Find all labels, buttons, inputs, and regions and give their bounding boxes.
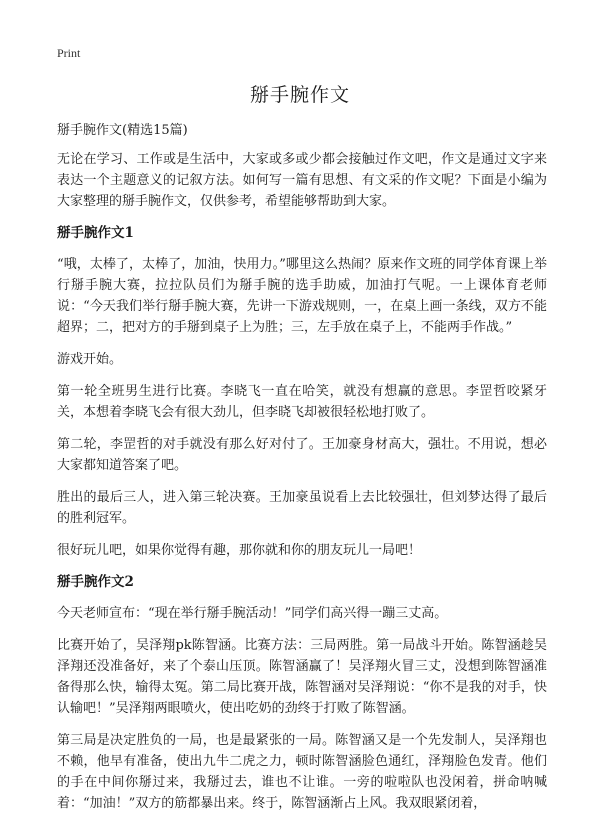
section-heading: 掰手腕作文2 — [57, 574, 134, 590]
document-subtitle: 掰手腕作文(精选15篇) — [57, 123, 188, 138]
print-label: Print — [57, 46, 81, 60]
document-body — [57, 120, 547, 825]
section-paragraph: 第一轮全班男生进行比赛。李晓飞一直在哈笑，就没有想赢的意思。李罡哲咬紧牙关，本想着李晓飞会有很大劲儿，但李晓飞却被很轻松地打败了。 — [57, 384, 547, 420]
intro-paragraph: 无论在学习、工作或是生活中，大家或多或少都会接触过作文吧，作文是通过文字来表达一个主题意义的记叙方法。如何写一篇有思想、有文采的作文呢？下面是小编为大家整理的掰手腕作文，仅供参考，希望能够帮助到大家。 — [57, 152, 547, 209]
section-heading: 掰手腕作文1 — [57, 225, 134, 241]
section-paragraph: 胜出的最后三人，进入第三轮决赛。王加豪虽说看上去比较强壮，但刘梦达得了最后的胜利冠军。 — [57, 490, 547, 526]
section-paragraph: 游戏开始。 — [57, 352, 123, 367]
section-paragraph: 今天老师宣布：“现在举行掰手腕活动！”同学们高兴得一蹦三丈高。 — [57, 606, 448, 621]
section-paragraph: 第三局是决定胜负的一局，也是最紧张的一局。陈智涵又是一个先发制人，吴泽翔也不赖，他早有准备，使出九牛二虎之力，顿时陈智涵脸色通红，泽翔脸色发青。他们的手在中间你掰过来，我掰过去，谁也不让谁。一旁的啦啦队也没闲着，拼命呐喊着：“加油！”双方的筋都暴出来。终于，陈智涵渐占上风。我双眼紧闭着， — [57, 733, 547, 811]
page-title: 掰手腕作文 — [249, 84, 350, 106]
section-paragraph: “哦，太棒了，太棒了，加油，快用力。”哪里这么热闹？原来作文班的同学体育课上举行掰手腕大赛，拉拉队员们为掰手腕的选手助威，加油打气呢。一上课体育老师说：“今天我们举行掰手腕大赛，先讲一下游戏规则，一，在桌上画一条线，双方不能超界；二，把对方的手掰到桌子上为胜；三，左手放在桌子上，不能两手作战。” — [57, 257, 547, 335]
section-paragraph: 很好玩儿吧，如果你觉得有趣，那你就和你的朋友玩儿一局吧！ — [57, 543, 422, 558]
section-paragraph: 比赛开始了，吴泽翔pk陈智涵。比赛方法：三局两胜。第一局战斗开始。陈智涵趁吴泽翔还没准备好，来了个泰山压顶。陈智涵赢了！吴泽翔火冒三丈，没想到陈智涵准备得那么快，输得太冤。第二局比赛开战，陈智涵对吴泽翔说：“你不是我的对手，快认输吧！”吴泽翔两眼喷火，使出吃奶的劲终于打败了陈智涵。 — [57, 638, 547, 716]
section-paragraph: 第二轮，李罡哲的对手就没有那么好对付了。王加豪身材高大，强壮。不用说，想必大家都知道答案了吧。 — [57, 437, 547, 473]
